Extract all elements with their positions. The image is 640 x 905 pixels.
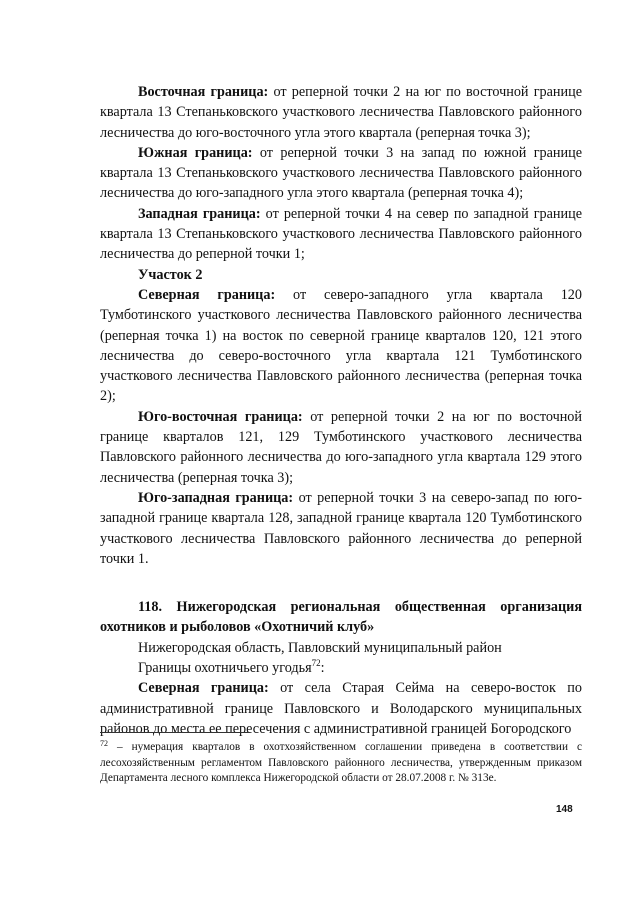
paragraph-section-north-boundary: [100, 678, 582, 739]
body-text: [100, 82, 582, 739]
footnote-reference[interactable]: 72: [311, 658, 321, 669]
paragraph-label: Западная граница:: [138, 205, 261, 222]
paragraph-southwest-boundary: [100, 488, 582, 569]
bounds-intro: [100, 658, 582, 678]
bounds-intro-colon: :: [320, 660, 325, 677]
paragraph-label: Южная граница:: [138, 144, 253, 161]
footnote-text: – нумерация кварталов в охотхозяйственном соглашении приведена в соответствии с лесохозяйственным регламентом Павловского районного лесничества, утвержденным приказом Департамента лесного комплекса Нижегородской области от 28.07.2008 г. № 313е.: [100, 741, 582, 784]
paragraph-text: от реперной точки 3 на запад по южной границе квартала 13 Степаньковского участкового лесничества Павловского районного лесничества до юго-западного угла этого квартала (реперная точка 4);: [100, 144, 582, 202]
paragraph-label: Северная граница:: [138, 286, 276, 303]
paragraph-text: от реперной точки 4 на север по западной границе квартала 13 Степаньковского участкового лесничества Павловского районного лесничества до реперной точки 1;: [100, 205, 582, 263]
paragraph-north-boundary: [100, 285, 582, 407]
footnote: [100, 740, 582, 787]
paragraph-text: от села Старая Сейма на северо-восток по административной границе Павловского и Володарского муниципальных районов до места ее пересечения с административной границей Богородского: [100, 680, 582, 737]
paragraph-label: Юго-западная граница:: [138, 489, 294, 506]
section-gap: [100, 569, 582, 597]
paragraph-label: Юго-восточная граница:: [138, 408, 303, 425]
region-line: Нижегородская область, Павловский муниципальный район: [138, 639, 502, 656]
footnote-divider: [100, 732, 250, 733]
paragraph-south-boundary: [100, 143, 582, 204]
bounds-intro-text: Границы охотничьего угодья: [138, 660, 312, 677]
section-heading: 118. Нижегородская региональная общественная организация охотников и рыболовов «Охотничий клуб»: [100, 599, 582, 636]
subsection-heading-plot-2: [100, 265, 582, 285]
paragraph-west-boundary: [100, 204, 582, 265]
paragraph-text: от северо-западного угла квартала 120 Тумботинского участкового лесничества Павловского районного лесничества (реперная точка 1) на восток по северной границе кварталов 120, 121 этого лесничества до северо-восточного угла квартала 121 Тумботинского участкового лесничества Павловского районного лесничества (реперная точка 2);: [100, 286, 582, 405]
paragraph-southeast-boundary: [100, 407, 582, 488]
footnote-mark: 72: [100, 739, 108, 748]
paragraph-text: от реперной точки 2 на юг по восточной границе квартала 13 Степаньковского участкового лесничества Павловского районного лесничества до юго-восточного угла этого квартала (реперная точка 3);: [100, 84, 583, 141]
paragraph-east-boundary: [100, 82, 582, 143]
paragraph-label: Восточная граница:: [138, 84, 269, 100]
paragraph-label: Северная граница:: [138, 680, 269, 697]
paragraph-text: от реперной точки 3 на северо-запад по юго-западной границе квартала 128, западной границе квартала 120 Тумботинского участкового лесничества Павловского районного лесничества до реперной точки 1.: [100, 489, 582, 567]
page-number: 148: [556, 804, 573, 815]
paragraph-text: от реперной точки 2 на юг по восточной границе кварталов 121, 129 Тумботинского участкового лесничества Павловского районного лесничества до юго-западного угла квартала 129 этого лесничества (реперная точка 3);: [100, 408, 582, 486]
paragraph-label: Участок 2: [138, 266, 203, 283]
